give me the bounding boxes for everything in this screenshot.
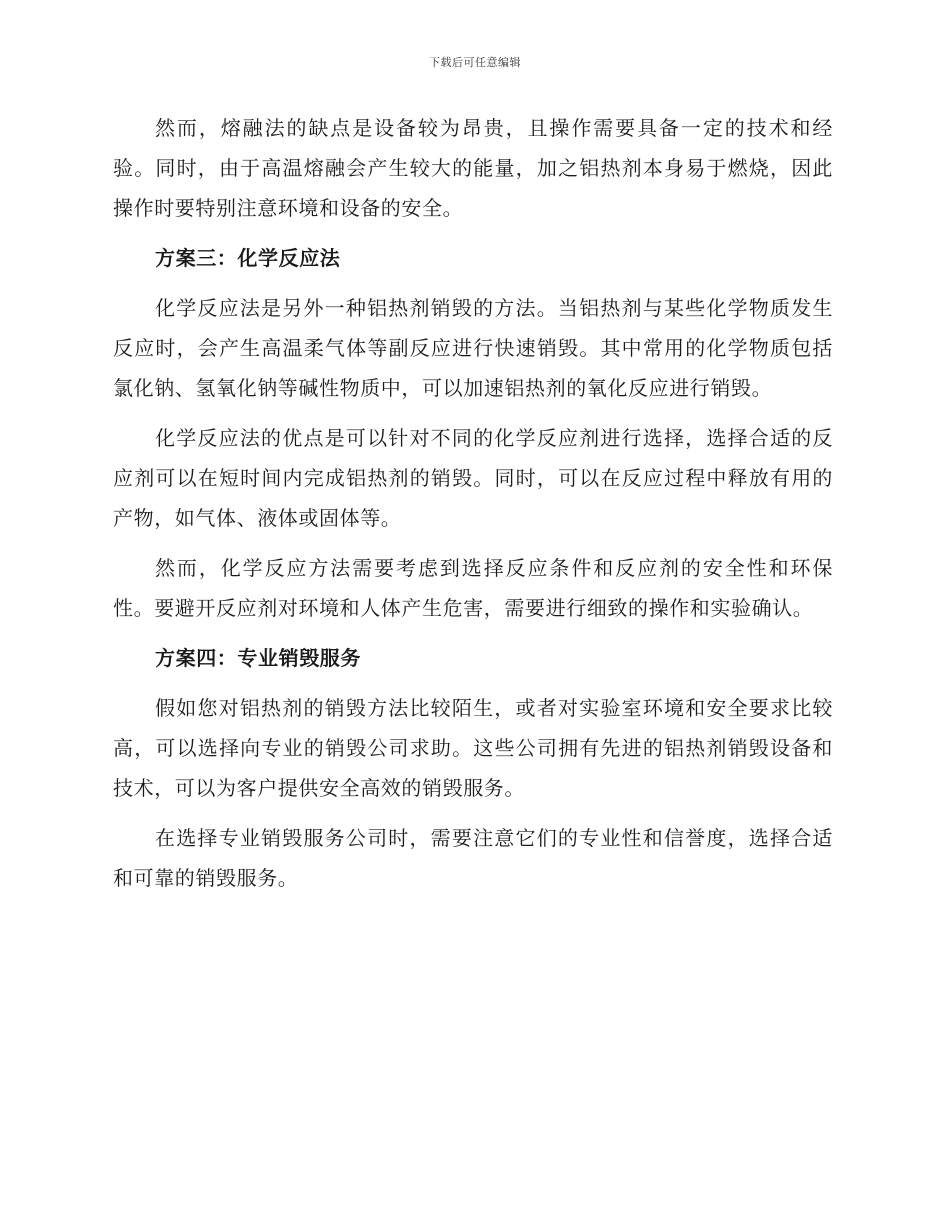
- section-heading-professional-service: 方案四：专业销毁服务: [155, 646, 361, 670]
- paragraph-professional-service-intro: 假如您对铝热剂的销毁方法比较陌生，或者对实验室环境和安全要求比较高，可以选择向专业的销毁公司求助。这些公司拥有先进的铝热剂销毁设备和技术，可以为客户提供安全高效的销毁服务。: [113, 696, 833, 800]
- paragraph-chemical-reaction-intro: 化学反应法是另外一种铝热剂销毁的方法。当铝热剂与某些化学物质发生反应时，会产生高温柔气体等副反应进行快速销毁。其中常用的化学物质包括氯化钠、氢氧化钠等碱性物质中，可以加速铝热剂的氧化反应进行销毁。: [113, 296, 833, 400]
- page-header: 下载后可任意编辑: [429, 56, 521, 69]
- paragraph-chemical-reaction-drawbacks: 然而，化学反应方法需要考虑到选择反应条件和反应剂的安全性和环保性。要避开反应剂对环境和人体产生危害，需要进行细致的操作和实验确认。: [113, 556, 833, 620]
- section-heading-chemical-reaction: 方案三：化学反应法: [155, 246, 341, 270]
- document-body: [113, 108, 833, 908]
- paragraph-professional-service-choice: 在选择专业销毁服务公司时，需要注意它们的专业性和信誉度，选择合适和可靠的销毁服务。: [113, 826, 833, 890]
- paragraph-chemical-reaction-advantages: 化学反应法的优点是可以针对不同的化学反应剂进行选择，选择合适的反应剂可以在短时间内完成铝热剂的销毁。同时，可以在反应过程中释放有用的产物，如气体、液体或固体等。: [113, 426, 833, 530]
- paragraph-melting-drawbacks: 然而，熔融法的缺点是设备较为昂贵，且操作需要具备一定的技术和经验。同时，由于高温熔融会产生较大的能量，加之铝热剂本身易于燃烧，因此操作时要特别注意环境和设备的安全。: [113, 116, 833, 220]
